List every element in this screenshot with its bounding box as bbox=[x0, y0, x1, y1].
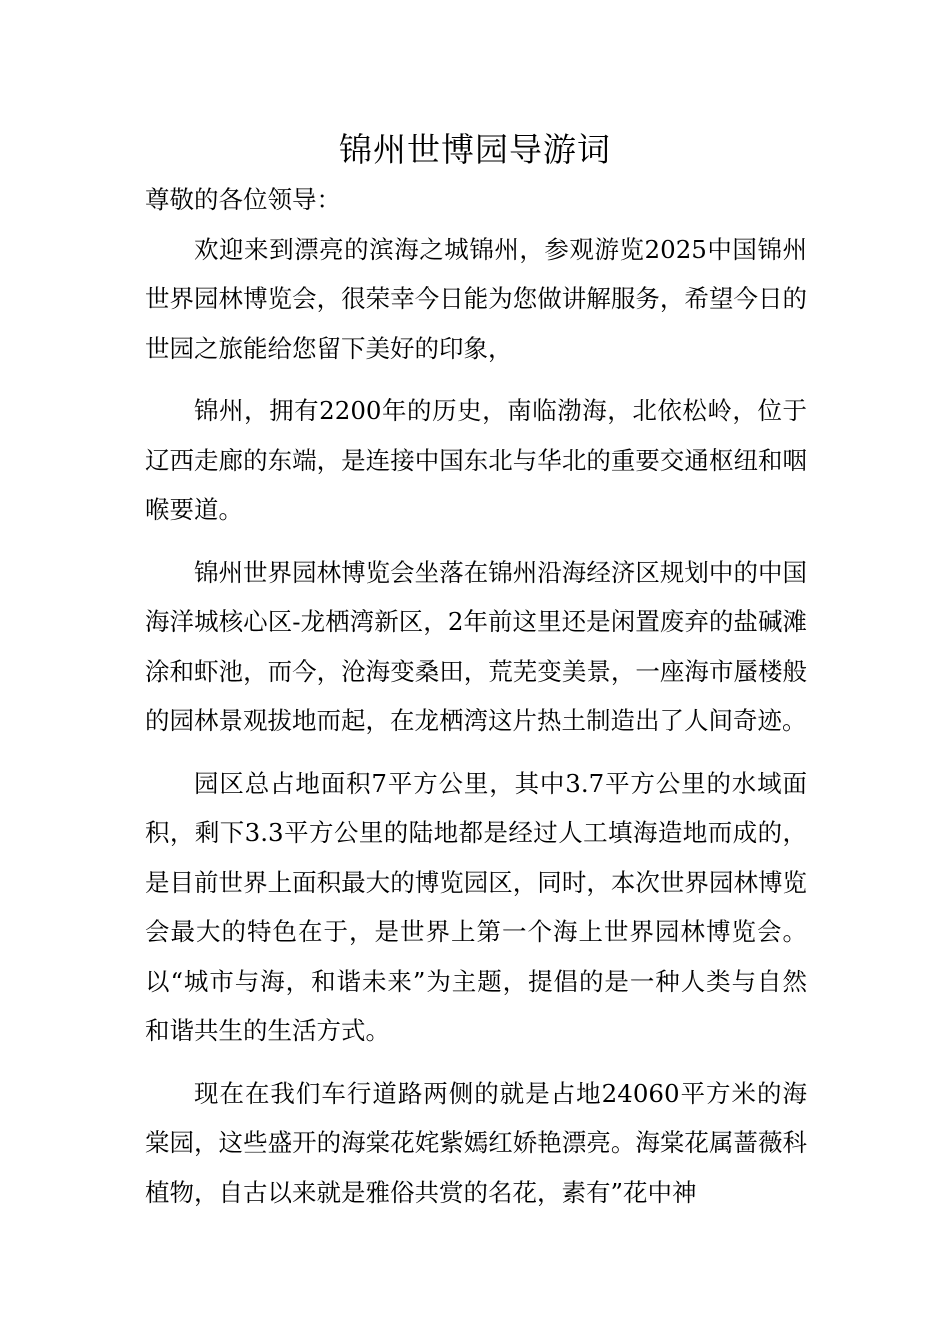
paragraph-welcome: 欢迎来到漂亮的滨海之城锦州，参观游览2025中国锦州世界园林博览会，很荣幸今日能为您做讲解服务，希望今日的世园之旅能给您留下美好的印象， bbox=[145, 234, 807, 363]
paragraph-park-area: 园区总占地面积7平方公里，其中3.7平方公里的水域面积，剩下3.3平方公里的陆地都是经过人工填海造地而成的，是目前世界上面积最大的博览园区，同时，本次世界园林博览会最大的特色在于，是世界上第一个海上世界园林博览会。以“城市与海，和谐未来”为主题，提倡的是一种人类与自然和谐共生的生活方式。 bbox=[145, 768, 807, 1045]
paragraph-jinzhou-history: 锦州，拥有2200年的历史，南临渤海，北依松岭，位于辽西走廊的东端，是连接中国东北与华北的重要交通枢纽和咽喉要道。 bbox=[145, 396, 807, 524]
paragraph-expo-location: 锦州世界园林博览会坐落在锦州沿海经济区规划中的中国海洋城核心区-龙栖湾新区，2年前这里还是闲置废弃的盐碱滩涂和虾池，而今，沧海变桑田，荒芜变美景，一座海市蜃楼般的园林景观拔地而起，在龙栖湾这片热土制造出了人间奇迹。 bbox=[145, 557, 807, 735]
document-title: 锦州世博园导游词 bbox=[339, 130, 611, 169]
paragraph-begonia-garden: 现在在我们车行道路两侧的就是占地24060平方米的海棠园，这些盛开的海棠花姹紫嫣红娇艳漂亮。海棠花属蔷薇科植物，自古以来就是雅俗共赏的名花，素有”花中神 bbox=[145, 1078, 807, 1207]
salutation: 尊敬的各位领导： bbox=[145, 185, 341, 214]
document-body bbox=[145, 175, 807, 1230]
